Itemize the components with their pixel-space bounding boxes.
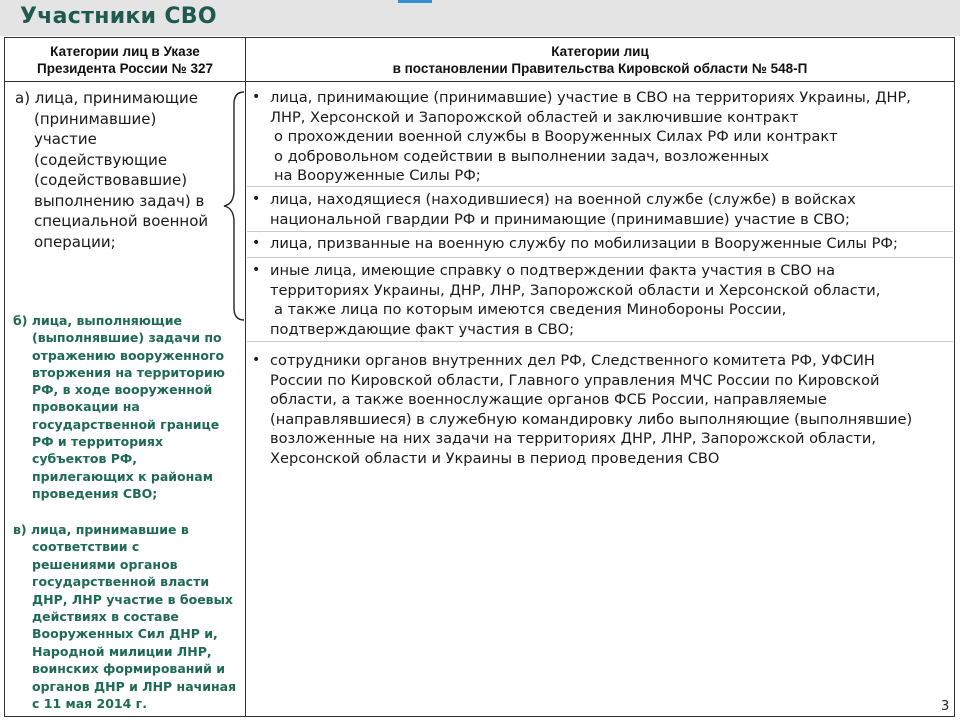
left-item-b-line: отражению вооруженного <box>32 347 225 363</box>
page-number: 3 <box>941 699 950 714</box>
right-item-3 <box>270 234 950 254</box>
bullet-icon: • <box>252 89 261 105</box>
header-right-line-2: в постановлении Правительства Кировской области № 548-П <box>392 61 808 76</box>
left-item-b-line: РФ и территориях <box>32 434 164 450</box>
right-item-4-line: территориях Украины, ДНР, ЛНР, Запорожской области и Херсонской области, <box>270 281 881 299</box>
left-item-a-line: операции; <box>34 232 116 251</box>
left-item-b-line: РФ, в ходе вооруженной <box>32 382 213 398</box>
header-left <box>5 43 245 77</box>
right-item-5 <box>270 351 950 469</box>
bullet-icon: • <box>252 235 261 251</box>
left-item-c-line: ДНР, ЛНР участие в боевых <box>32 591 233 607</box>
left-item-b-line: прилегающих к районам <box>32 468 213 484</box>
header-divider <box>4 81 955 82</box>
right-item-1-line: на Вооруженные Силы РФ; <box>274 167 481 185</box>
bullet-icon: • <box>252 352 261 368</box>
left-item-b-line: провокации на <box>32 399 140 415</box>
right-item-1-line: лица, принимающие (принимавшие) участие в СВО на территориях Украины, ДНР, <box>270 89 911 106</box>
left-item-c-line: Народной милиции ЛНР, <box>32 643 212 659</box>
left-item-c-line: в) лица, принимавшие в <box>13 522 189 537</box>
right-item-5-line: области, а также военнослужащие органов ФСБ России, направляемые <box>270 391 827 409</box>
left-item-a <box>15 88 230 252</box>
curly-brace-icon <box>222 90 248 322</box>
right-item-5-line: (направлявшиеся) в служебную командировку либо выполняющие (выполнявшие) <box>270 410 913 428</box>
header-right-line-1: Категории лиц <box>551 44 649 59</box>
right-item-4-line: иные лица, имеющие справку о подтверждении факта участия в СВО на <box>270 262 836 279</box>
left-item-b-line: государственной границе <box>32 416 220 432</box>
left-item-c-line: органов ДНР и ЛНР начиная <box>32 678 237 694</box>
left-item-a-line: а) лица, принимающие <box>15 89 198 107</box>
header-left-line-2: Президента России № 327 <box>37 61 213 76</box>
left-item-b-line: б) лица, выполняющие <box>13 313 182 328</box>
right-item-5-line: сотрудники органов внутренних дел РФ, Следственного комитета РФ, УФСИН <box>270 352 875 369</box>
left-item-c-line: решениями органов <box>32 556 178 572</box>
left-item-c-line: действиях в составе <box>32 609 179 625</box>
left-item-c <box>13 521 243 712</box>
right-item-1-line: ЛНР, Херсонской и Запорожской областей и заключившие контракт <box>270 108 799 126</box>
left-item-b <box>13 312 243 502</box>
header-right <box>246 43 954 77</box>
right-item-5-line: возложенные на них задачи на территориях ДНР, ЛНР, Запорожской области, <box>270 430 876 448</box>
left-item-b-line: вторжения на территорию <box>32 364 225 380</box>
header-left-line-1: Категории лиц в Указе <box>50 44 200 59</box>
left-item-a-line: выполнению задач) в <box>34 191 205 210</box>
left-item-b-line: проведения СВО; <box>32 485 158 501</box>
right-item-2-line: национальной гвардии РФ и принимающие (принимавшие) участие в СВО; <box>270 210 850 228</box>
right-item-1 <box>270 88 950 186</box>
right-item-4-line: а также лица по которым имеются сведения Минобороны России, <box>274 301 787 319</box>
left-item-c-line: воинских формирований и <box>32 661 226 677</box>
top-accent-bar <box>398 0 432 3</box>
bullet-icon: • <box>252 262 261 278</box>
left-item-c-line: соответствии с <box>32 539 140 555</box>
right-item-5-line: России по Кировской области, Главного управления МЧС России по Кировской <box>270 371 880 389</box>
right-item-1-line: о добровольном содействии в выполнении задач, возложенных <box>274 147 769 165</box>
left-item-a-line: (принимавшие) <box>34 109 157 128</box>
row-separator <box>247 257 953 258</box>
right-item-4 <box>270 261 950 339</box>
slide-title: Участники СВО <box>20 4 217 29</box>
left-item-b-line: субъектов РФ, <box>32 451 138 467</box>
left-item-c-line: государственной власти <box>32 574 210 590</box>
row-separator <box>247 186 953 187</box>
right-item-3-line: лица, призванные на военную службу по мобилизации в Вооруженные Силы РФ; <box>270 235 898 252</box>
row-separator <box>247 231 953 232</box>
left-item-a-line: участие <box>34 130 97 148</box>
row-separator <box>247 341 953 342</box>
left-item-a-line: (содействующие <box>34 150 168 169</box>
right-item-5-line: Херсонской области и Украины в период проведения СВО <box>270 449 720 467</box>
right-item-2 <box>270 190 950 229</box>
right-item-1-line: о прохождении военной службы в Вооруженных Силах РФ или контракт <box>274 128 838 146</box>
left-item-b-line: (выполнявшие) задачи по <box>32 330 222 346</box>
right-item-2-line: лица, находящиеся (находившиеся) на военной службе (службе) в войсках <box>270 191 856 208</box>
left-item-a-line: специальной военной <box>34 212 209 230</box>
bullet-icon: • <box>252 191 261 207</box>
right-item-4-line: подтверждающие факт участия в СВО; <box>270 320 575 338</box>
left-item-c-line: Вооруженных Сил ДНР и, <box>32 626 218 642</box>
left-item-c-line: с 11 мая 2014 г. <box>32 696 147 712</box>
left-item-a-line: (содействовавшие) <box>34 171 188 189</box>
